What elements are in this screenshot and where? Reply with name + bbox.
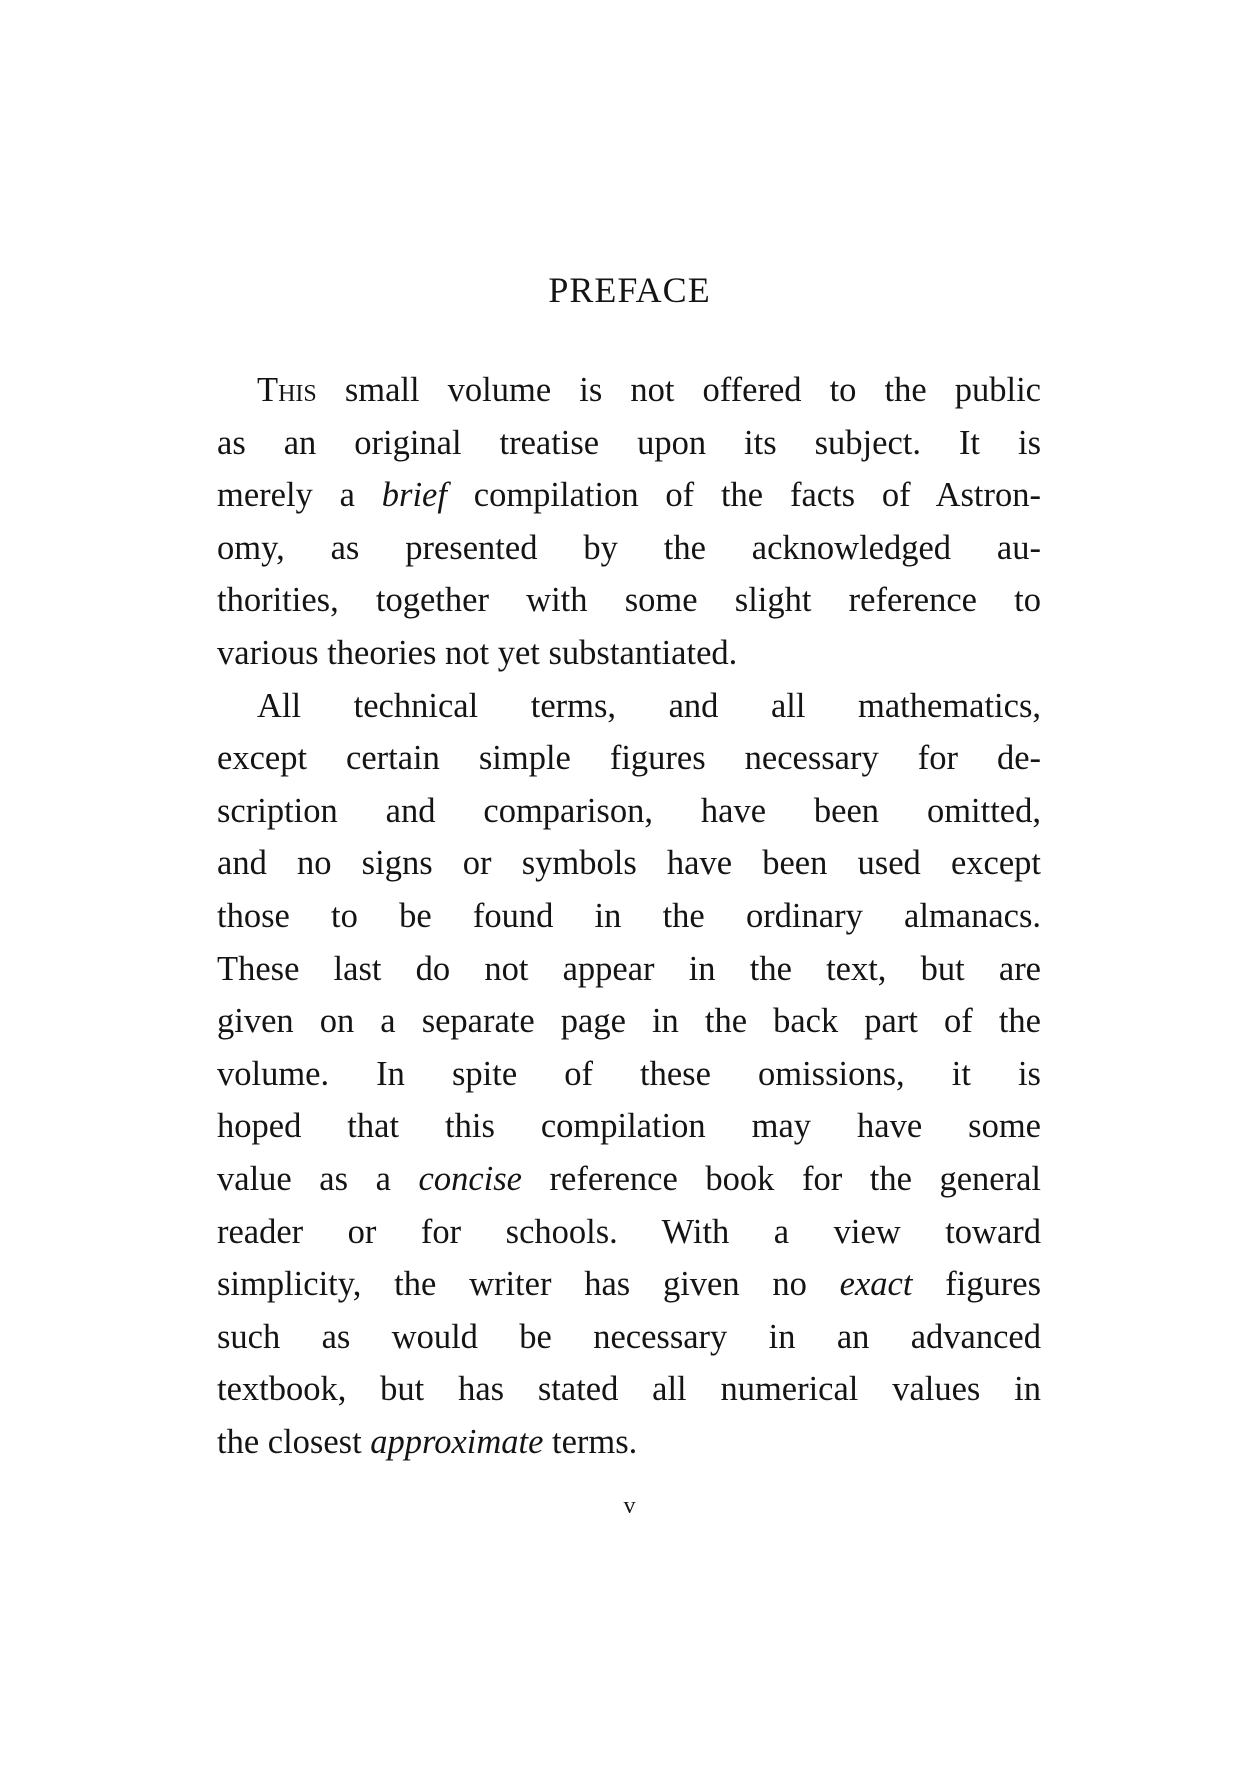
paragraph-2-line-10-after: reference book for the general — [521, 1159, 1042, 1198]
paragraph-2-line-4: and no signs or symbols have been used except — [217, 844, 1041, 883]
paragraph-1-line-2: as an original treatise upon its subject. It is — [217, 423, 1041, 462]
paragraph-2-line-7: given on a separate page in the back part of the — [217, 1002, 1041, 1041]
paragraph-2-line-2: except certain simple figures necessary for de- — [217, 739, 1041, 778]
paragraph-1-line-6: various theories not yet substantiated. — [217, 633, 738, 672]
paragraph-2-line-10-before: value as a — [217, 1159, 419, 1198]
paragraph-1-line-4: omy, as presented by the acknowledged au- — [217, 528, 1041, 567]
paragraph-2-line-6: These last do not appear in the text, but are — [217, 949, 1041, 988]
paragraph-2-line-12-after: figures — [912, 1265, 1041, 1304]
paragraph-2-line-12-before: simplicity, the writer has given no — [217, 1265, 840, 1304]
paragraph-2-line-13: such as would be necessary in an advanced — [217, 1317, 1041, 1356]
page-title: PREFACE — [548, 270, 711, 310]
paragraph-2-line-12-italic: exact — [839, 1265, 913, 1304]
paragraph-2-line-1: All technical terms, and all mathematics, — [257, 686, 1041, 725]
paragraph-1-line-5: thorities, together with some slight reference to — [217, 581, 1041, 620]
paragraph-1-line-1 — [217, 364, 1041, 417]
paragraph-2-line-10 — [217, 1153, 1041, 1206]
paragraph-1-line-3-before: merely a — [217, 476, 382, 515]
paragraph-1-line-1-text: small volume is not offered to the public — [316, 371, 1041, 409]
paragraph-1-lead-word: This — [257, 371, 317, 409]
paragraph-2-line-10-italic: concise — [418, 1159, 522, 1198]
paragraph-2-line-8: volume. In spite of these omissions, it is — [217, 1054, 1041, 1093]
paragraph-2-line-15 — [217, 1416, 1041, 1469]
paragraph-2-line-15-italic: approximate — [370, 1422, 544, 1461]
page-number: v — [623, 1493, 636, 1519]
preface-body — [217, 364, 1041, 1468]
paragraph-2-line-15-before: the closest — [217, 1422, 371, 1461]
paragraph-1-line-3 — [217, 469, 1041, 522]
paragraph-2-line-12 — [217, 1258, 1041, 1311]
paragraph-1-line-3-after: compilation of the facts of Astron- — [446, 476, 1041, 515]
paragraph-2-line-14: textbook, but has stated all numerical values in — [217, 1370, 1041, 1409]
paragraph-2-line-9: hoped that this compilation may have some — [217, 1107, 1041, 1146]
paragraph-2-line-11: reader or for schools. With a view toward — [217, 1212, 1041, 1251]
paragraph-1-line-3-italic: brief — [381, 476, 447, 515]
paragraph-2-line-15-after: terms. — [543, 1422, 638, 1461]
paragraph-2-line-3: scription and comparison, have been omitted, — [217, 791, 1041, 830]
paragraph-2-line-5: those to be found in the ordinary almanacs. — [217, 896, 1041, 935]
